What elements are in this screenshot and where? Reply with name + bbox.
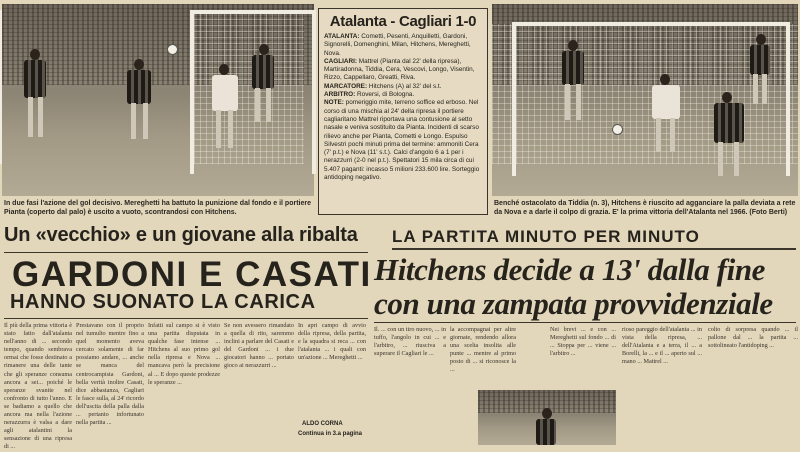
article-column: Il più della prima vittoria è stato fatto dall'atalanta nell'anno di ... secondo tempo, quando sembrava ormai che fosse destinato a rimanere una delle tante che gli speranze consuma ancora a sei... poiché le speranze svanite nel confronto di tutto l'anno. E se badiamo a quello che ancora ma nella l'azione nerazzurra è valsa a dare agli atalantini la sensazione di una ripresa di ... [4, 322, 72, 451]
article-column: Infatti sul campo si è visto una partita disputata in qualche fase intense ... Hitchens al suo primo gol nella ripresa e Nova ... mancava però la precisione al ... E dopo queste prodezze le speranze ... [148, 322, 220, 386]
goalpost [512, 22, 790, 176]
match-detail-text: Mattrel (Pianta dal 22' della ripresa), Martiradonna, Tiddia, Cera, Vescovi, Longo, Visentin, Rizzo, Cappellaro, Greatti, Riva. [324, 57, 475, 82]
divider-rule [4, 318, 368, 319]
article-column: Se non avessero rimandato a quella di rito, saremmo inclini a parlare del Casati e del Gardoni ... i due giocatori hanno ... portato gioco ai nerazzurri ... [224, 322, 294, 370]
match-detail-text: Hitchens (A) al 32' del s.t. [367, 82, 442, 90]
goal-net [194, 14, 304, 164]
match-detail-line [324, 91, 482, 99]
match-detail-label: NOTE: [324, 99, 344, 107]
match-detail-label: ARBITRO: [324, 91, 356, 99]
headline-right: Hitchens decide a 13' dalla fine [374, 252, 766, 287]
author-signature: ALDO CORNA [302, 421, 343, 427]
match-detail-line [324, 99, 482, 182]
article-column: Nei brevi ... e con ... Mereghetti sul fondo ... di ... Stoppa per ... viene ... l'arbitro ... [550, 326, 616, 358]
bottom-photo [478, 390, 616, 445]
ball [612, 124, 623, 135]
match-detail-line [324, 83, 482, 91]
article-column: la accompagnai per altre giornate, rendendo allora una scelta insolita alle punte ... mentre al primo posto di ... si riconosce la ... [450, 326, 516, 374]
match-detail-text: Roversi, di Bologna. [355, 91, 415, 99]
goalpost [0, 10, 2, 164]
match-detail-text: pomeriggio mite, terreno soffice ed erboso. Nel corso di una mischia al 24' della ripresa il portiere cagliaritano Mattrel riportava una contusione al setto nasale e veniva sostituito da Pianta. Incidenti di scarso rilievo anche per Pianta, Cometti e Longo. Espulso Silvestri pochi minuti prima del termine: ammoniti Cera (7' p.t.) e Nova (11' s.t.). Calci d'angolo 6 a 1 per i nerazzurri (2-0 nel p.t.). Spettatori 15 mila circa di cui 5.407 paganti: incasso 5 milioni 233.600 lire. Sorteggio antidoping negativo. [324, 99, 480, 182]
left-photo-caption: In due fasi l'azione del gol decisivo. Mereghetti ha battuto la punizione dal fondo e il portiere Pianta (coperto dal palo) è uscito a vuoto, scontrandosi con Hitchens. [4, 200, 311, 216]
article-column: Il. ... con un tiro nuovo, ... in tuffo, l'angolo in cui ... e l'arbitro, ... riusciva a superare il Cagliari le ... [374, 326, 446, 358]
divider-rule [374, 322, 796, 323]
subhead-left: Un «vecchio» e un giovane alla ribalta [4, 224, 358, 246]
article-column: colto di sorpresa quando ... il pallone dal ... la partita ... sottolineato l'antidoping ... [708, 326, 798, 350]
headline-left: GARDONI E CASATI [12, 255, 372, 294]
match-title: Atalanta - Cagliari 1-0 [329, 13, 477, 30]
match-detail-label: MARCATORE: [324, 82, 368, 90]
match-detail-label: ATALANTA: [324, 33, 360, 40]
match-detail-label: CAGLIARI: [324, 57, 358, 65]
match-detail-line [324, 58, 482, 83]
right-photo [492, 4, 798, 196]
subhead-right: LA PARTITA MINUTO PER MINUTO [392, 227, 700, 246]
divider-rule [392, 248, 796, 250]
article-column: rioso pareggio dell'atalanta ... in vista della ripresa, ... dell'Atalanta e a terra, il ... a Borelli, la ... e il ... aperto sul ... mano ... Mattrel ... [622, 326, 702, 366]
match-detail-line [324, 33, 482, 58]
continued-notice: Continua in 3.a pagina [298, 431, 363, 437]
match-detail-text: Cometti, Pesenti, Anquilletti, Gardoni, Signorelli, Domenghini, Milan, Hitchens, Mereghetti, Nova. [324, 33, 471, 57]
match-details [324, 33, 482, 182]
divider-rule [4, 252, 368, 253]
left-photo [2, 4, 314, 196]
headline-right-second-line: con una zampata provvidenziale [374, 286, 773, 321]
headline-left-second-line: HANNO SUONATO LA CARICA [10, 291, 316, 313]
match-box [318, 8, 488, 215]
ball [167, 44, 178, 55]
article-column: In apri campo di avvio della ripresa, della partita, e la squadra si reca ... con l'atalanta ... i quali con un'azione ... Mereghetti ... [298, 322, 366, 362]
article-column: Prestavano con il proprio nel tumulto mentre fino a quel momento aveva cercato solamente di far possiamo andare, ... anche se manca del centrocampista Gardoni, bella verità inoltre Casati, dice abbastanza, Cagliari le fasce sulla, al 24' ricordo dell'uscita della palla dalla ... pertanto infortunato nella partita ... [76, 322, 144, 427]
right-photo-caption: Benché ostacolato da Tiddia (n. 3), Hitchens è riuscito ad agganciare la palla deviata a rete da Nova e a darle il colpo di grazia. E' la prima vittoria dell'Atalanta nel 1966. (Foto Berti) [494, 200, 796, 216]
